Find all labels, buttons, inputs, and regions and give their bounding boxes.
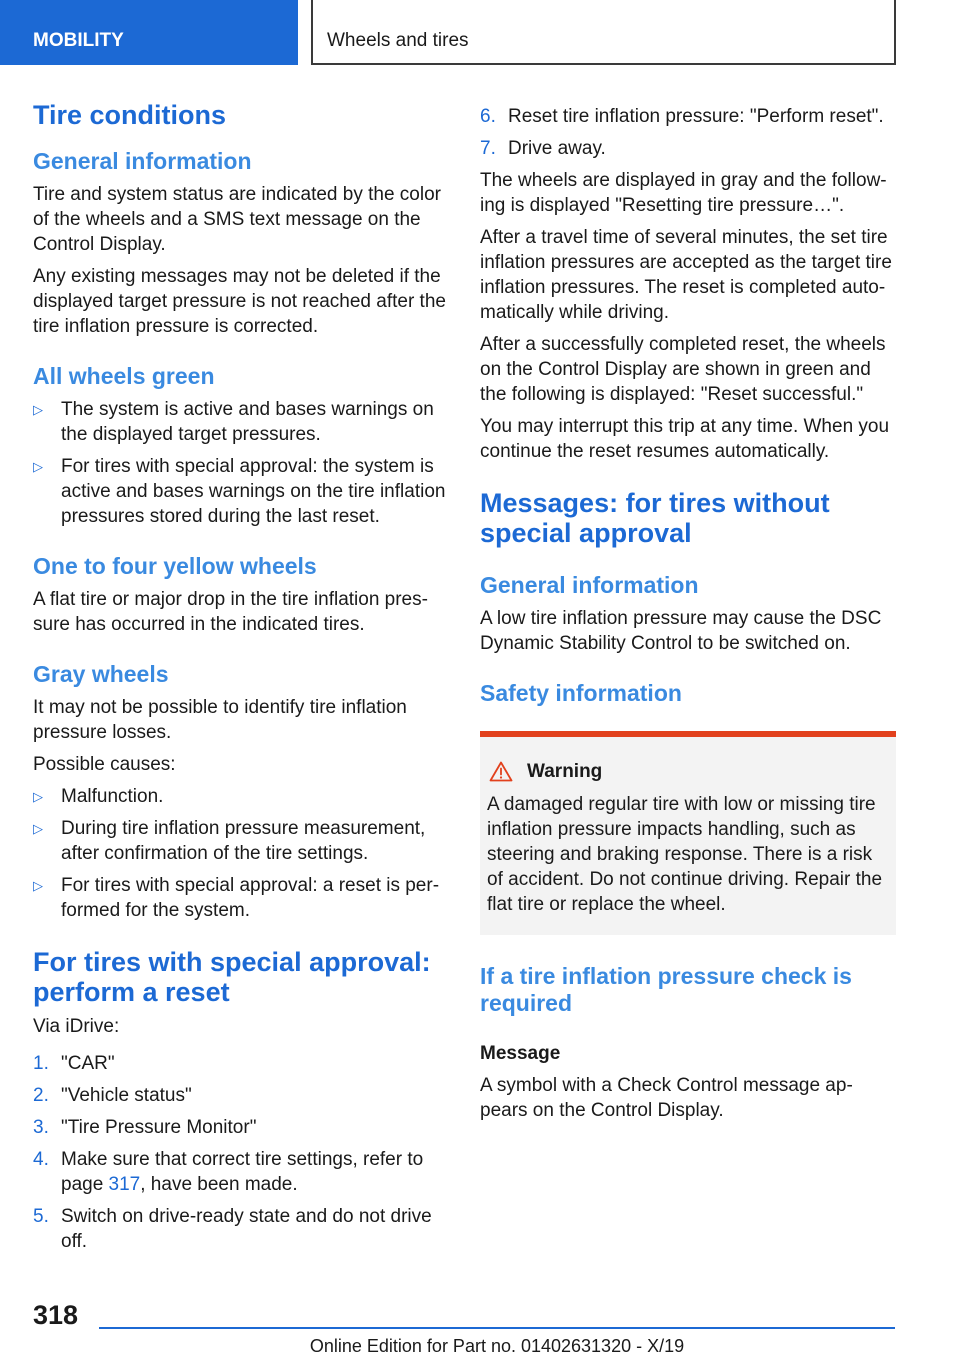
header-section: MOBILITY xyxy=(0,0,298,65)
triangle-right-outline-icon: ▷ xyxy=(33,402,43,417)
heading-general-information: General information xyxy=(33,148,252,174)
page-reference-link[interactable]: 317 xyxy=(108,1174,141,1195)
step-number: 1. xyxy=(33,1053,49,1074)
footer-edition: Online Edition for Part no. 01402631320 - X/19 xyxy=(309,1336,685,1356)
step-text: Drive away. xyxy=(508,138,606,159)
step-number: 5. xyxy=(33,1206,49,1227)
step-text: Switch on drive-ready state and do not drive off. xyxy=(61,1206,432,1252)
step-text: "Vehicle status" xyxy=(61,1085,192,1106)
step-number: 2. xyxy=(33,1085,49,1106)
triangle-right-outline-icon: ▷ xyxy=(33,459,43,474)
step-item xyxy=(33,1115,451,1140)
paragraph: A flat tire or major drop in the tire inflation pres‐sure has occurred in the indicated tires. xyxy=(33,589,428,635)
step-number: 4. xyxy=(33,1149,49,1170)
step-item xyxy=(33,1051,451,1076)
heading-gray-wheels: Gray wheels xyxy=(33,661,169,687)
heading-perform-reset: For tires with special approval: perform a reset xyxy=(33,947,431,1007)
heading-message: Message xyxy=(480,1043,561,1064)
bullet-list-gray xyxy=(33,784,451,923)
warning-title: Warning xyxy=(527,761,603,782)
paragraph: After a travel time of several minutes, the set tire inflation pressures are accepted as the target tire inflation pressures. The reset is completed auto‐matically while driving. xyxy=(480,227,892,323)
paragraph: Any existing messages may not be deleted if the displayed target pressure is not reached after the tire inflation pressure is corrected. xyxy=(33,266,446,337)
step-list-right xyxy=(480,104,896,161)
step-item xyxy=(33,1204,451,1254)
triangle-right-outline-icon: ▷ xyxy=(33,789,43,804)
step-number: 6. xyxy=(480,106,496,127)
step-text-part: Make sure that correct tire settings, refer to page xyxy=(61,1149,424,1195)
list-item xyxy=(33,454,451,529)
step-text: Reset tire inflation pressure: "Perform reset". xyxy=(508,106,884,127)
heading-tire-conditions: Tire conditions xyxy=(33,100,227,130)
list-item-text: During tire inflation pressure measurement, after confirmation of the tire settings. xyxy=(61,818,426,864)
paragraph: After a successfully completed reset, the wheels on the Control Display are shown in green and the following is displayed: "Reset successful." xyxy=(480,334,886,405)
paragraph: Via iDrive: xyxy=(33,1016,120,1037)
step-list-left xyxy=(33,1051,451,1254)
step-text: "CAR" xyxy=(61,1053,115,1074)
heading-pressure-check: If a tire inflation pressure check is required xyxy=(480,963,852,1016)
heading-messages: Messages: for tires without special approval xyxy=(480,488,830,548)
paragraph: You may interrupt this trip at any time. When you continue the reset resumes automatically. xyxy=(480,416,890,462)
step-item xyxy=(33,1083,451,1108)
footer-divider xyxy=(99,1327,895,1329)
list-item xyxy=(33,784,451,809)
page-number: 318 xyxy=(33,1300,79,1330)
step-text: "Tire Pressure Monitor" xyxy=(61,1117,257,1138)
list-item xyxy=(33,873,451,923)
step-text xyxy=(61,1149,423,1195)
list-item-text: For tires with special approval: a reset is per‐formed for the system. xyxy=(61,875,440,921)
paragraph: It may not be possible to identify tire inflation pressure losses. xyxy=(33,697,407,743)
list-item-text: The system is active and bases warnings on the displayed target pressures. xyxy=(61,399,434,445)
bullet-list-all-green xyxy=(33,397,451,529)
list-item-text: For tires with special approval: the system is active and bases warnings on the tire inflation pressures stored during the last reset. xyxy=(61,456,446,527)
paragraph: The wheels are displayed in gray and the follow‐ing is displayed "Resetting tire pressure…". xyxy=(480,170,887,216)
warning-title-row xyxy=(487,759,888,784)
list-item xyxy=(33,397,451,447)
warning-triangle-icon xyxy=(489,761,513,782)
paragraph: A low tire inflation pressure may cause the DSC Dynamic Stability Control to be switched on. xyxy=(480,608,882,654)
step-item xyxy=(480,136,896,161)
step-text-part: , have been made. xyxy=(140,1174,298,1195)
triangle-right-outline-icon: ▷ xyxy=(33,878,43,893)
warning-box xyxy=(480,731,896,935)
warning-text: A damaged regular tire with low or missing tire inflation pressure impacts handling, such as steering and braking response. There is a risk of accident. Do not continue driving. Repair the flat tire or replace the wheel. xyxy=(487,794,883,915)
step-number: 3. xyxy=(33,1117,49,1138)
heading-yellow-wheels: One to four yellow wheels xyxy=(33,553,317,579)
triangle-right-outline-icon: ▷ xyxy=(33,821,43,836)
header-title: Wheels and tires xyxy=(311,0,896,65)
step-number: 7. xyxy=(480,138,496,159)
paragraph: Tire and system status are indicated by the color of the wheels and a SMS text message on the Control Display. xyxy=(33,184,441,255)
list-item-text: Malfunction. xyxy=(61,786,164,807)
heading-all-wheels-green: All wheels green xyxy=(33,363,215,389)
heading-general-information: General information xyxy=(480,572,699,598)
heading-safety-information: Safety information xyxy=(480,680,682,706)
left-column xyxy=(33,100,451,1261)
step-item xyxy=(33,1147,451,1197)
list-item xyxy=(33,816,451,866)
step-item xyxy=(480,104,896,129)
paragraph: A symbol with a Check Control message ap‐pears on the Control Display. xyxy=(480,1075,853,1121)
right-column xyxy=(480,104,896,1130)
paragraph: Possible causes: xyxy=(33,754,176,775)
